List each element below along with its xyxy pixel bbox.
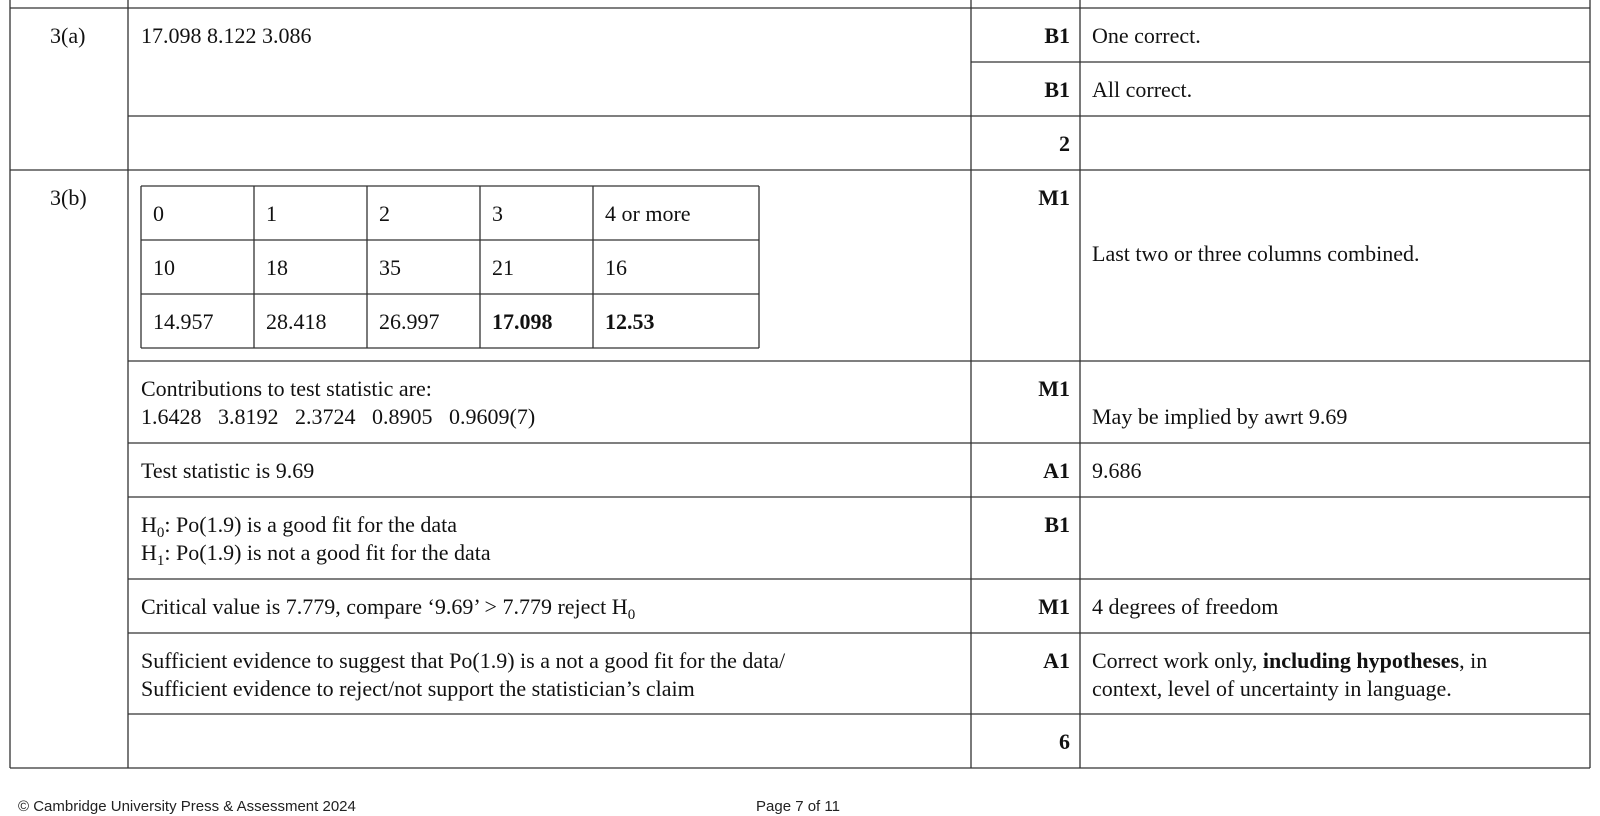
guidance-text: Correct work only, including hypotheses, in	[1092, 648, 1488, 673]
total-marks: 2	[1059, 131, 1070, 156]
table-cell: 0	[153, 201, 164, 226]
guidance-text: One correct.	[1092, 23, 1201, 48]
alternative-hypothesis: $H_1$: Po(1.9) is not a good fit for the data	[141, 540, 491, 569]
table-cell: 14.957	[153, 309, 214, 334]
total-marks: 6	[1059, 729, 1070, 754]
table-cell: 17.098	[492, 309, 553, 334]
copyright-footer: © Cambridge University Press & Assessment 2024	[18, 798, 356, 815]
table-cell: 28.418	[266, 309, 327, 334]
table-cell: 10	[153, 255, 175, 280]
question-part-label: 3(a)	[50, 23, 86, 48]
mark-code: A1	[1043, 648, 1070, 673]
mark-code: M1	[1038, 594, 1070, 619]
answer-text: 17.098 8.122 3.086	[141, 23, 312, 48]
table-cell: 16	[605, 255, 627, 280]
guidance-text: Last two or three columns combined.	[1092, 241, 1420, 266]
table-cell: 21	[492, 255, 514, 280]
guidance-text: 4 degrees of freedom	[1092, 594, 1279, 619]
table-cell: 1	[266, 201, 277, 226]
mark-code: B1	[1044, 77, 1070, 102]
mark-code: B1	[1044, 512, 1070, 537]
answer-text: Test statistic is 9.69	[141, 458, 315, 483]
table-cell: 26.997	[379, 309, 440, 334]
table-cell: 35	[379, 255, 401, 280]
guidance-text: All correct.	[1092, 77, 1193, 102]
table-cell: 18	[266, 255, 288, 280]
null-hypothesis: $H_0$: Po(1.9) is a good fit for the data	[141, 512, 458, 541]
answer-text: 1.6428 3.8192 2.3724 0.8905 0.9609(7)	[141, 404, 536, 429]
table-cell: 2	[379, 201, 390, 226]
question-part-label: 3(b)	[50, 185, 87, 210]
guidance-text: context, level of uncertainty in language.	[1092, 676, 1452, 701]
mark-code: M1	[1038, 185, 1070, 210]
guidance-text: May be implied by awrt 9.69	[1092, 404, 1348, 429]
table-cell: 3	[492, 201, 503, 226]
page-number: Page 7 of 11	[756, 798, 840, 815]
guidance-text: 9.686	[1092, 458, 1142, 483]
mark-code: B1	[1044, 23, 1070, 48]
answer-text: Sufficient evidence to suggest that Po(1.9) is a not a good fit for the data/	[141, 648, 786, 673]
table-cell: 4 or more	[605, 201, 691, 226]
critical-value-text: Critical value is 7.779, compare ‘9.69’ > 7.779 reject $H_0$	[141, 594, 636, 623]
answer-text: Contributions to test statistic are:	[141, 376, 432, 401]
table-cell: 12.53	[605, 309, 655, 334]
answer-text: Sufficient evidence to reject/not support the statistician’s claim	[141, 676, 695, 701]
mark-code: A1	[1043, 458, 1070, 483]
mark-code: M1	[1038, 376, 1070, 401]
